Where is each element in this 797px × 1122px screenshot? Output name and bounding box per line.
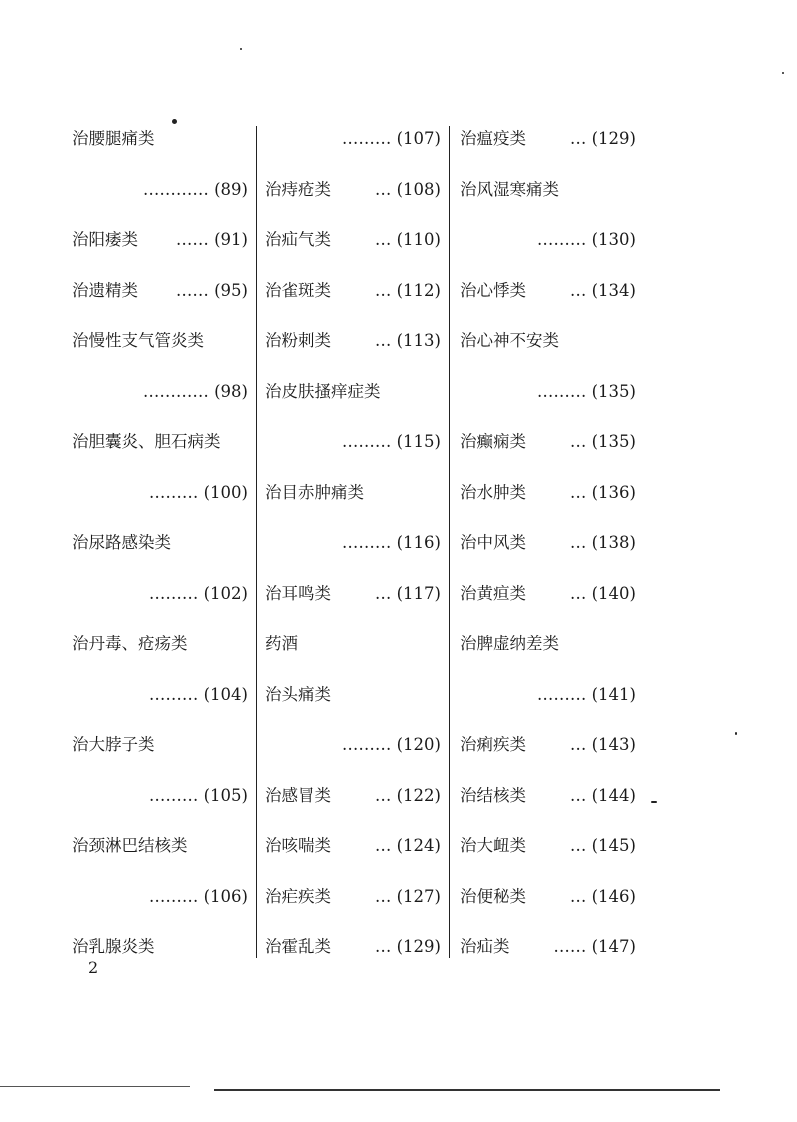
toc-entry-title: 治咳喘类 (265, 836, 331, 855)
toc-entry-title: 治癫痫类 (460, 432, 526, 451)
toc-entry (460, 720, 636, 771)
leader-dots: … (569, 886, 587, 906)
toc-entry-title: 治疟疾类 (265, 886, 331, 906)
page-ref: (130) (591, 230, 636, 249)
toc-entry (265, 872, 441, 923)
leader-dots: ……… (148, 583, 199, 603)
toc-entry-title: 治大衄类 (460, 836, 526, 855)
toc-entry (460, 518, 636, 569)
leader-dots: ……… (341, 533, 392, 552)
page-ref: (135) (591, 381, 636, 401)
leader-dots: ………… (142, 381, 209, 401)
page-ref: (141) (591, 684, 636, 704)
ink-speck (735, 732, 737, 735)
toc-heading (265, 619, 441, 670)
leader-dots: … (569, 533, 587, 552)
toc-entry (460, 922, 636, 973)
leader-dots: ………… (142, 179, 209, 199)
toc-entry (72, 215, 248, 266)
leader-dots: ……… (148, 684, 199, 704)
page-ref: (124) (396, 836, 441, 855)
toc-entry (460, 417, 636, 468)
toc-entry-title: 治瘟疫类 (460, 129, 526, 148)
page-ref: (112) (396, 280, 441, 300)
leader-dots: … (374, 230, 392, 249)
toc-heading (72, 720, 248, 771)
toc-entry-title: 治中风类 (460, 533, 526, 552)
page-ref: (129) (396, 937, 441, 956)
toc-entry (460, 771, 636, 822)
toc-page-ref (265, 720, 441, 771)
toc-entry (460, 821, 636, 872)
toc-heading-text: 治尿路感染类 (72, 533, 171, 552)
toc-page-ref (265, 518, 441, 569)
toc-page-ref (72, 872, 248, 923)
toc-heading (72, 922, 248, 973)
toc-page-ref (460, 215, 636, 266)
leader-dots: ……… (148, 482, 199, 502)
toc-entry (460, 468, 636, 519)
leader-dots: … (569, 129, 587, 148)
leader-dots: … (374, 785, 392, 805)
leader-dots: … (569, 482, 587, 502)
toc-heading-text: 治目赤肿痛类 (265, 482, 364, 502)
page-ref: (106) (203, 886, 248, 906)
leader-dots: ……… (148, 886, 199, 906)
toc-entry (460, 569, 636, 620)
toc-entry (72, 266, 248, 317)
page-ref: (120) (396, 735, 441, 754)
toc-page-ref (460, 670, 636, 721)
page-ref: (105) (203, 785, 248, 805)
toc-entry-title: 治便秘类 (460, 886, 526, 906)
leader-dots: ……… (341, 735, 392, 754)
toc-heading-text: 治腰腿痛类 (72, 129, 155, 148)
leader-dots: …… (175, 230, 209, 249)
leader-dots: ……… (536, 684, 587, 704)
toc-heading (265, 468, 441, 519)
toc-entry (265, 215, 441, 266)
ink-speck (651, 801, 657, 803)
toc-heading-text: 治脾虚纳差类 (460, 634, 559, 653)
toc-heading-text: 治头痛类 (265, 684, 331, 704)
toc-heading (265, 670, 441, 721)
toc-heading (72, 518, 248, 569)
leader-dots: … (569, 735, 587, 754)
toc-heading-text: 治心神不安类 (460, 331, 559, 350)
toc-entry (265, 316, 441, 367)
toc-entry (265, 922, 441, 973)
page-ref: (135) (591, 432, 636, 451)
toc-page-ref (72, 771, 248, 822)
toc-heading-text: 药酒 (265, 634, 298, 653)
column-divider (449, 126, 450, 958)
toc-page-ref (460, 367, 636, 418)
page-ref: (147) (591, 937, 636, 956)
toc-entry-title: 治粉刺类 (265, 331, 331, 350)
leader-dots: … (374, 280, 392, 300)
toc-entry (460, 114, 636, 165)
ink-speck (782, 72, 784, 74)
toc-entry-title: 治水肿类 (460, 482, 526, 502)
toc-page-ref (72, 468, 248, 519)
column-divider (256, 126, 257, 958)
leader-dots: … (374, 937, 392, 956)
toc-entry-title: 治黄疸类 (460, 583, 526, 603)
toc-entry-title: 治痢疾类 (460, 735, 526, 754)
toc-entry (265, 821, 441, 872)
page-ref: (140) (591, 583, 636, 603)
leader-dots: … (374, 583, 392, 603)
toc-page-ref (265, 114, 441, 165)
toc-entry-title: 治霍乱类 (265, 937, 331, 956)
page-ref: (113) (396, 331, 441, 350)
page-ref: (127) (396, 886, 441, 906)
leader-dots: ……… (536, 230, 587, 249)
toc-page-ref (72, 165, 248, 216)
page-ref: (144) (591, 785, 636, 805)
toc-page-ref (72, 569, 248, 620)
toc-entry (265, 165, 441, 216)
toc-heading-text: 治颈淋巴结核类 (72, 836, 188, 855)
leader-dots: ……… (148, 785, 199, 805)
page-ref: (102) (203, 583, 248, 603)
toc-heading-text: 治大脖子类 (72, 735, 155, 754)
toc-entry (265, 266, 441, 317)
page-ref: (107) (396, 129, 441, 148)
page-ref: (110) (396, 230, 441, 249)
bottom-rule (214, 1089, 720, 1091)
page-ref: (91) (214, 230, 248, 249)
leader-dots: ……… (341, 432, 392, 451)
page-ref: (143) (591, 735, 636, 754)
page-ref: (122) (396, 785, 441, 805)
leader-dots: … (374, 179, 392, 199)
page-ref: (104) (203, 684, 248, 704)
toc-heading-text: 治慢性支气管炎类 (72, 331, 204, 350)
ink-speck (172, 119, 177, 124)
toc-entry-title: 治感冒类 (265, 785, 331, 805)
toc-page-ref (265, 417, 441, 468)
toc-column-3 (460, 114, 636, 973)
page-ref: (89) (214, 179, 248, 199)
toc-page-ref (72, 670, 248, 721)
toc-heading (72, 316, 248, 367)
toc-heading-text: 治乳腺炎类 (72, 937, 155, 956)
page-ref: (136) (591, 482, 636, 502)
toc-heading (72, 619, 248, 670)
toc-entry-title: 治疝类 (460, 937, 510, 956)
toc-heading-text: 治丹毒、疮疡类 (72, 634, 188, 653)
toc-heading-text: 治风湿寒痛类 (460, 179, 559, 199)
toc-entry-title: 治遗精类 (72, 280, 138, 300)
toc-entry-title: 治雀斑类 (265, 280, 331, 300)
leader-dots: … (569, 280, 587, 300)
toc-column-1 (72, 114, 248, 973)
toc-page-ref (72, 367, 248, 418)
leader-dots: … (569, 432, 587, 451)
toc-entry-title: 治疝气类 (265, 230, 331, 249)
page-ref: (115) (396, 432, 441, 451)
leader-dots: … (569, 836, 587, 855)
page-ref: (146) (591, 886, 636, 906)
toc-heading (460, 316, 636, 367)
toc-heading (460, 165, 636, 216)
page-number: 2 (88, 958, 99, 977)
page-ref: (100) (203, 482, 248, 502)
toc-entry-title: 治心悸类 (460, 280, 526, 300)
ink-speck (240, 48, 242, 50)
toc-entry (460, 872, 636, 923)
leader-dots: …… (553, 937, 587, 956)
toc-heading (72, 114, 248, 165)
leader-dots: … (374, 836, 392, 855)
leader-dots: … (374, 331, 392, 350)
leader-dots: … (569, 785, 587, 805)
toc-heading (265, 367, 441, 418)
toc-entry-title: 治耳鸣类 (265, 583, 331, 603)
toc-entry (460, 266, 636, 317)
page-ref: (108) (396, 179, 441, 199)
toc-entry (265, 771, 441, 822)
page-ref: (116) (396, 533, 441, 552)
page-ref: (98) (214, 381, 248, 401)
bottom-rule (0, 1086, 190, 1087)
toc-heading (72, 417, 248, 468)
page-ref: (117) (396, 583, 441, 603)
page-ref: (129) (591, 129, 636, 148)
toc-heading (72, 821, 248, 872)
page-ref: (138) (591, 533, 636, 552)
leader-dots: …… (175, 280, 209, 300)
toc-heading-text: 治胆囊炎、胆石病类 (72, 432, 221, 451)
page-ref: (95) (214, 280, 248, 300)
page-ref: (145) (591, 836, 636, 855)
leader-dots: ……… (536, 381, 587, 401)
toc-entry (265, 569, 441, 620)
toc-heading-text: 治皮肤搔痒症类 (265, 381, 381, 401)
page-ref: (134) (591, 280, 636, 300)
toc-entry-title: 治结核类 (460, 785, 526, 805)
leader-dots: … (569, 583, 587, 603)
toc-heading (460, 619, 636, 670)
leader-dots: … (374, 886, 392, 906)
toc-entry-title: 治痔疮类 (265, 179, 331, 199)
toc-column-2 (265, 114, 441, 973)
toc-entry-title: 治阳痿类 (72, 230, 138, 249)
leader-dots: ……… (341, 129, 392, 148)
